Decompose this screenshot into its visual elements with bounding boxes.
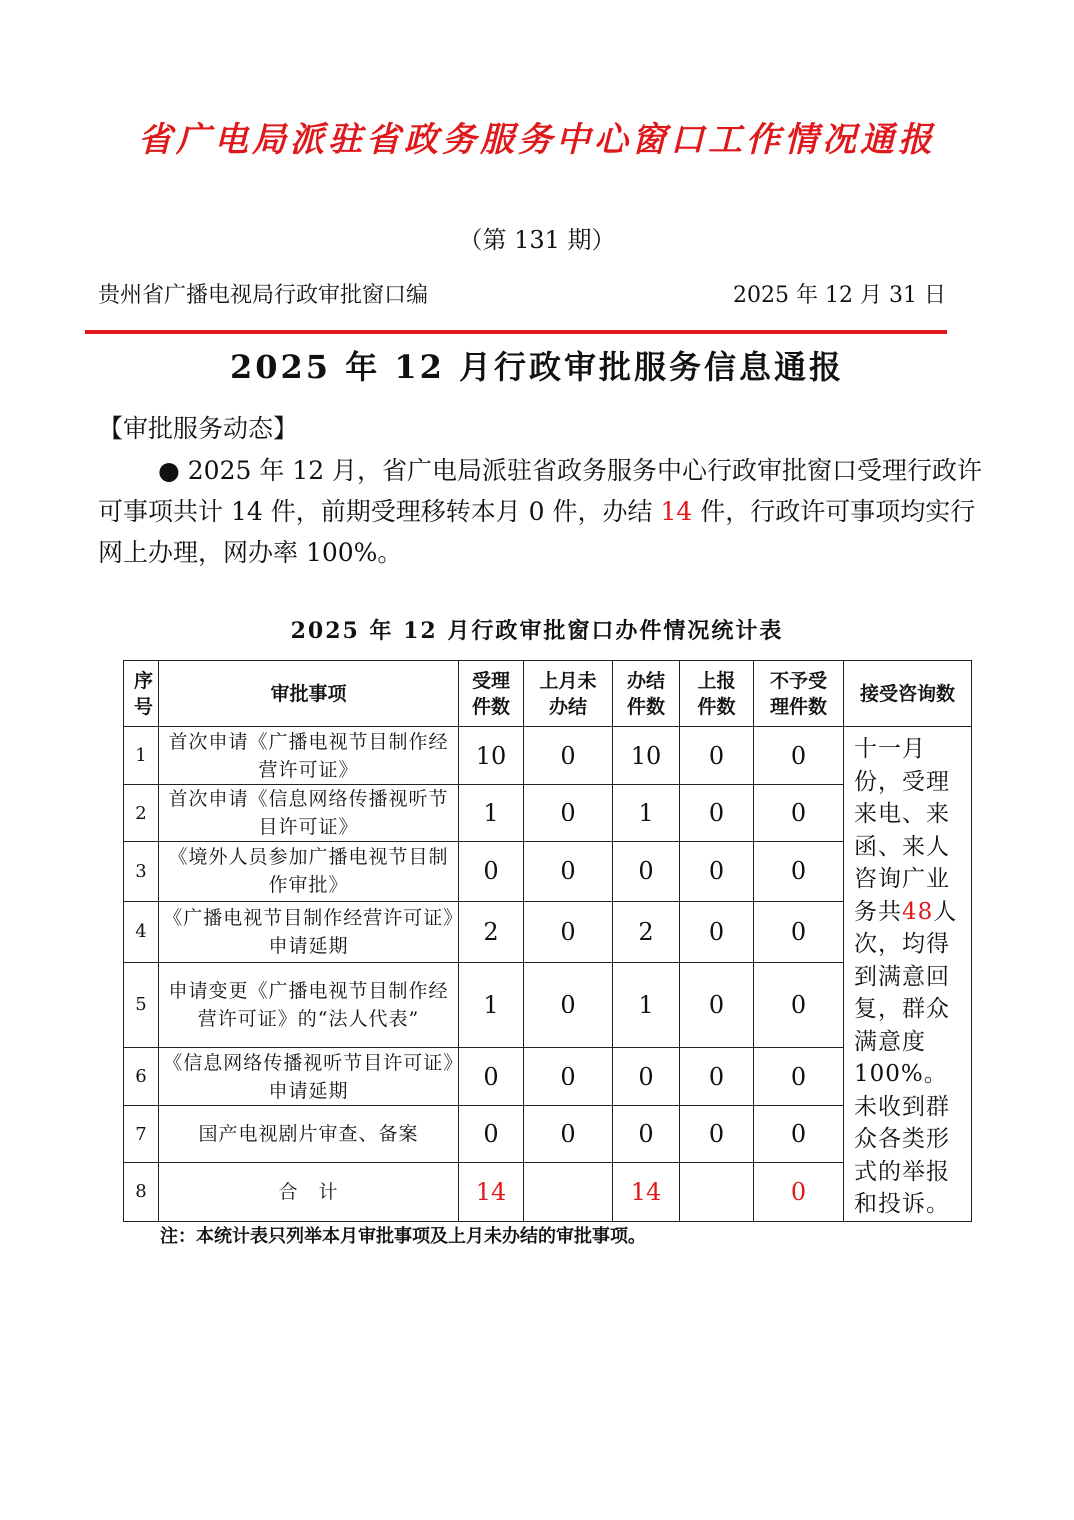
consult-text-part2: 人次，均得到满意回复，群众满意度 100%。未收到群众各类形式的举报和投诉。 (854, 898, 958, 1217)
row-completed: 1 (613, 785, 680, 842)
row-completed: 1 (613, 962, 680, 1047)
row-item: 首次申请《信息网络传播视听节目许可证》 (159, 785, 459, 842)
row-reported: 0 (680, 842, 754, 901)
total-accepted: 14 (459, 1163, 524, 1221)
issue-number: （第 131 期） (458, 226, 616, 254)
table-row (124, 727, 972, 785)
row-item-total: 合 计 (159, 1163, 459, 1221)
row-carried: 0 (524, 1047, 613, 1105)
total-completed: 14 (613, 1163, 680, 1221)
header-completed: 办结件数 (613, 661, 680, 727)
header-carried: 上月未办结 (524, 661, 613, 727)
stats-table (123, 660, 972, 1222)
header-seq: 序号 (124, 661, 159, 727)
row-seq: 2 (124, 785, 159, 842)
header-consult: 接受咨询数 (844, 661, 972, 727)
row-item: 国产电视剧片审查、备案 (159, 1106, 459, 1163)
row-rejected: 0 (754, 901, 844, 962)
row-item: 申请变更《广播电视节目制作经营许可证》的“法人代表” (159, 962, 459, 1047)
row-reported: 0 (680, 727, 754, 785)
row-carried: 0 (524, 901, 613, 962)
row-completed: 0 (613, 1047, 680, 1105)
row-accepted: 2 (459, 901, 524, 962)
row-completed: 10 (613, 727, 680, 785)
row-completed: 0 (613, 842, 680, 901)
consult-cell (844, 727, 972, 1222)
row-reported: 0 (680, 962, 754, 1047)
row-reported: 0 (680, 1047, 754, 1105)
red-divider (85, 330, 947, 334)
row-seq: 5 (124, 962, 159, 1047)
row-carried: 0 (524, 1106, 613, 1163)
row-seq: 8 (124, 1163, 159, 1221)
publish-date: 2025 年 12 月 31 日 (733, 283, 946, 308)
row-accepted: 0 (459, 842, 524, 901)
row-rejected: 0 (754, 1047, 844, 1105)
table-title: 2025 年 12 月行政审批窗口办件情况统计表 (290, 618, 784, 644)
row-rejected: 0 (754, 842, 844, 901)
table-footnote: 注：本统计表只列举本月审批事项及上月未办结的审批事项。 (160, 1226, 646, 1247)
row-rejected: 0 (754, 785, 844, 842)
total-reported (680, 1163, 754, 1221)
consult-count: 48 (902, 898, 934, 925)
row-seq: 6 (124, 1047, 159, 1105)
row-reported: 0 (680, 785, 754, 842)
row-rejected: 0 (754, 727, 844, 785)
banner-title: 省广电局派驻省政务服务中心窗口工作情况通报 (138, 120, 936, 160)
document-title: 2025 年 12 月行政审批服务信息通报 (229, 348, 845, 386)
row-accepted: 0 (459, 1047, 524, 1105)
total-rejected: 0 (754, 1163, 844, 1221)
row-accepted: 1 (459, 785, 524, 842)
row-item: 《信息网络传播视听节目许可证》申请延期 (159, 1047, 459, 1105)
row-completed: 2 (613, 901, 680, 962)
total-carried (524, 1163, 613, 1221)
header-reported: 上报件数 (680, 661, 754, 727)
row-completed: 0 (613, 1106, 680, 1163)
consult-text-part1: 十一月份，受理来电、来函、来人咨询广业务共 (854, 736, 950, 925)
row-carried: 0 (524, 785, 613, 842)
row-item: 《境外人员参加广播电视节目制作审批》 (159, 842, 459, 901)
editor-line: 贵州省广播电视局行政审批窗口编 (98, 283, 429, 308)
row-rejected: 0 (754, 962, 844, 1047)
summary-text-part1: 2025 年 12 月，省广电局派驻省政务服务中心行政审批窗口受理行政许可事项共计 14 件，前期受理移转本月 0 件，办结 (98, 456, 983, 526)
row-reported: 0 (680, 1106, 754, 1163)
header-item: 审批事项 (159, 661, 459, 727)
row-carried: 0 (524, 842, 613, 901)
completed-count: 14 (660, 497, 693, 526)
summary-paragraph (98, 450, 998, 573)
row-item: 首次申请《广播电视节目制作经营许可证》 (159, 727, 459, 785)
section-heading: 【审批服务动态】 (98, 414, 299, 443)
row-carried: 0 (524, 727, 613, 785)
row-accepted: 0 (459, 1106, 524, 1163)
summary-text-part2: 件，行政许可事项均实行网上办理，网办率 100%。 (98, 497, 976, 567)
row-reported: 0 (680, 901, 754, 962)
row-seq: 3 (124, 842, 159, 901)
bullet-icon: ● (158, 456, 180, 485)
header-accepted: 受理件数 (459, 661, 524, 727)
row-accepted: 1 (459, 962, 524, 1047)
header-rejected: 不予受理件数 (754, 661, 844, 727)
row-carried: 0 (524, 962, 613, 1047)
row-seq: 4 (124, 901, 159, 962)
row-rejected: 0 (754, 1106, 844, 1163)
row-seq: 1 (124, 727, 159, 785)
row-seq: 7 (124, 1106, 159, 1163)
table-header-row (124, 661, 972, 727)
row-accepted: 10 (459, 727, 524, 785)
row-item: 《广播电视节目制作经营许可证》申请延期 (159, 901, 459, 962)
